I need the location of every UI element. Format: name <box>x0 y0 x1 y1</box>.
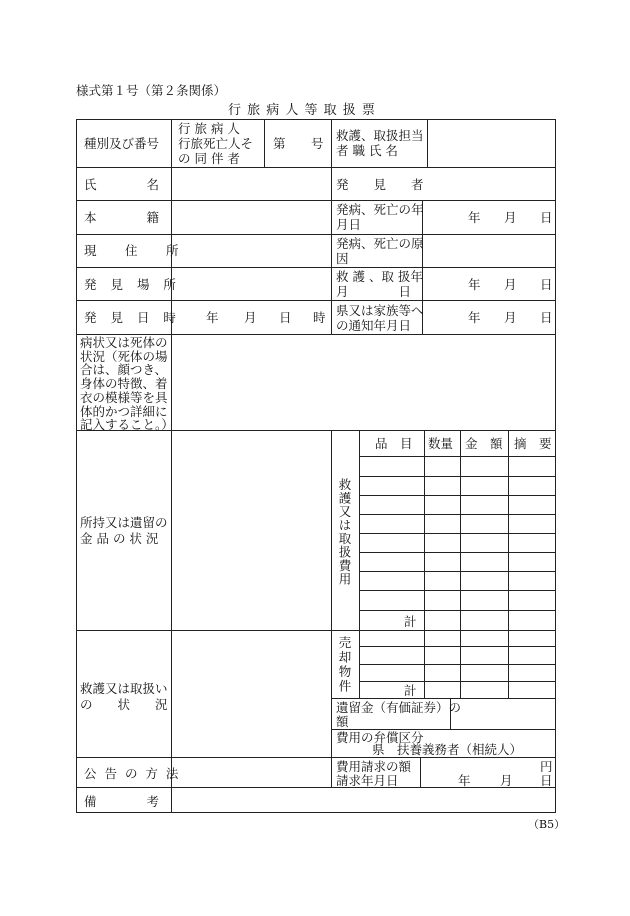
col-note-header: 摘 要 <box>514 436 552 451</box>
onset-day: 日 <box>540 210 553 225</box>
condition-label-line: 衣の模様等を具 <box>80 389 168 405</box>
address-label: 現 住 所 <box>84 243 187 258</box>
expense-row-line <box>359 571 556 572</box>
notify-day: 日 <box>540 310 553 325</box>
col-item-header: 品 目 <box>375 436 413 451</box>
condition-label-line: 身体の特徴、着 <box>80 376 168 392</box>
expense-row-line <box>359 514 556 515</box>
rescue-date-label-2: 月 日 <box>336 284 412 299</box>
found-year: 年 <box>206 310 219 325</box>
deposit-label-2: 額 <box>336 714 349 729</box>
expense-row-line <box>359 681 556 682</box>
expense-row-line <box>359 610 556 611</box>
expense-row-line <box>359 664 556 665</box>
claim-label-1: 費用請求の額 <box>336 759 412 774</box>
yen-label: 円 <box>540 759 553 774</box>
onset-date-label-1: 発病、死亡の年 <box>336 202 424 217</box>
condition-label-line: 病状又は死体の <box>80 335 168 350</box>
rescue-status-label-1: 救護又は取扱い <box>80 681 168 696</box>
rescue-year: 年 <box>468 277 481 292</box>
sale-total-label: 計 <box>404 683 417 698</box>
expense-row-line <box>359 552 556 553</box>
claim-month: 月 <box>500 773 513 788</box>
condition-label-line: 合は、顔つき、 <box>80 362 168 378</box>
burden-label-1: 費用の弁償区分 <box>336 730 424 745</box>
condition-label-line: 状況（死体の場 <box>80 348 168 364</box>
expense-row-line <box>359 476 556 477</box>
onset-date-label-2: 月日 <box>336 217 362 232</box>
go-label: 号 <box>311 136 324 151</box>
remarks-label: 備 考 <box>84 794 160 809</box>
name-label: 氏 名 <box>84 177 160 192</box>
found-hour: 時 <box>313 310 326 325</box>
col-qty-header: 数量 <box>428 436 454 451</box>
belongings-label-2: 金 品 の 状 況 <box>80 531 159 546</box>
onset-cause-label-1: 発病、死亡の原 <box>336 236 424 251</box>
honseki-label: 本 籍 <box>84 210 160 225</box>
onset-year: 年 <box>468 210 481 225</box>
date-found-label: 発 見 日 時 <box>84 310 181 325</box>
belongings-label-1: 所持又は遺留の <box>80 515 168 530</box>
burden-label-2: 県 扶養義務者（相続人） <box>372 742 523 757</box>
notify-month: 月 <box>504 310 517 325</box>
onset-cause-label-2: 因 <box>336 251 349 266</box>
condition-label-line: 記入すること。） <box>80 417 174 433</box>
form-title: 行 旅 病 人 等 取 扱 票 <box>228 103 376 118</box>
companion-label-2: 行旅死亡人そ <box>178 136 254 151</box>
notify-label-1: 県又は家族等へ <box>336 303 424 318</box>
dai-label: 第 <box>273 136 286 151</box>
notify-year: 年 <box>468 310 481 325</box>
finder-label: 発 見 者 <box>336 177 424 192</box>
place-found-label: 発 見 場 所 <box>84 277 181 292</box>
notice-method-label: 公 告 の 方 法 <box>84 766 181 781</box>
form-number-label: 様式第１号（第２条関係） <box>76 83 227 98</box>
rescue-day: 日 <box>540 277 553 292</box>
rescue-staff-label-1: 救護、取扱担当 <box>336 128 424 143</box>
rescue-date-label-1: 救 護 、取 扱年 <box>336 269 423 284</box>
type-number-label: 種別及び番号 <box>84 136 160 151</box>
deposit-label-1: 遺留金（有価証券）の <box>336 700 462 715</box>
claim-year: 年 <box>458 773 471 788</box>
rescue-month: 月 <box>504 277 517 292</box>
notify-label-2: の通知年月日 <box>336 318 412 333</box>
rescue-staff-label-2: 者 職 氏 名 <box>336 143 398 158</box>
claim-label-2: 請求年月日 <box>336 773 399 788</box>
claim-day: 日 <box>540 773 553 788</box>
expense-row-line <box>359 590 556 591</box>
sale-vertical-label: 売却物件 <box>337 636 352 694</box>
col-amount-header: 金 額 <box>465 436 503 451</box>
paper-size-note: （B5） <box>528 818 566 831</box>
rescue-status-label-2: の 状 況 <box>80 697 168 712</box>
expense-row-line <box>359 646 556 647</box>
condition-label-line: 体的かつ詳細に <box>80 403 168 419</box>
found-month: 月 <box>244 310 257 325</box>
companion-label-3: の 同 伴 者 <box>178 151 240 166</box>
expense-row-line <box>359 533 556 534</box>
companion-label-1: 行 旅 病 人 <box>178 121 240 136</box>
expenses-total-label: 計 <box>404 614 417 629</box>
expense-row-line <box>359 495 556 496</box>
expense-row-line <box>359 456 556 457</box>
found-day: 日 <box>279 310 292 325</box>
expenses-vertical-label: 救護又は取扱費用 <box>337 478 352 586</box>
onset-month: 月 <box>504 210 517 225</box>
